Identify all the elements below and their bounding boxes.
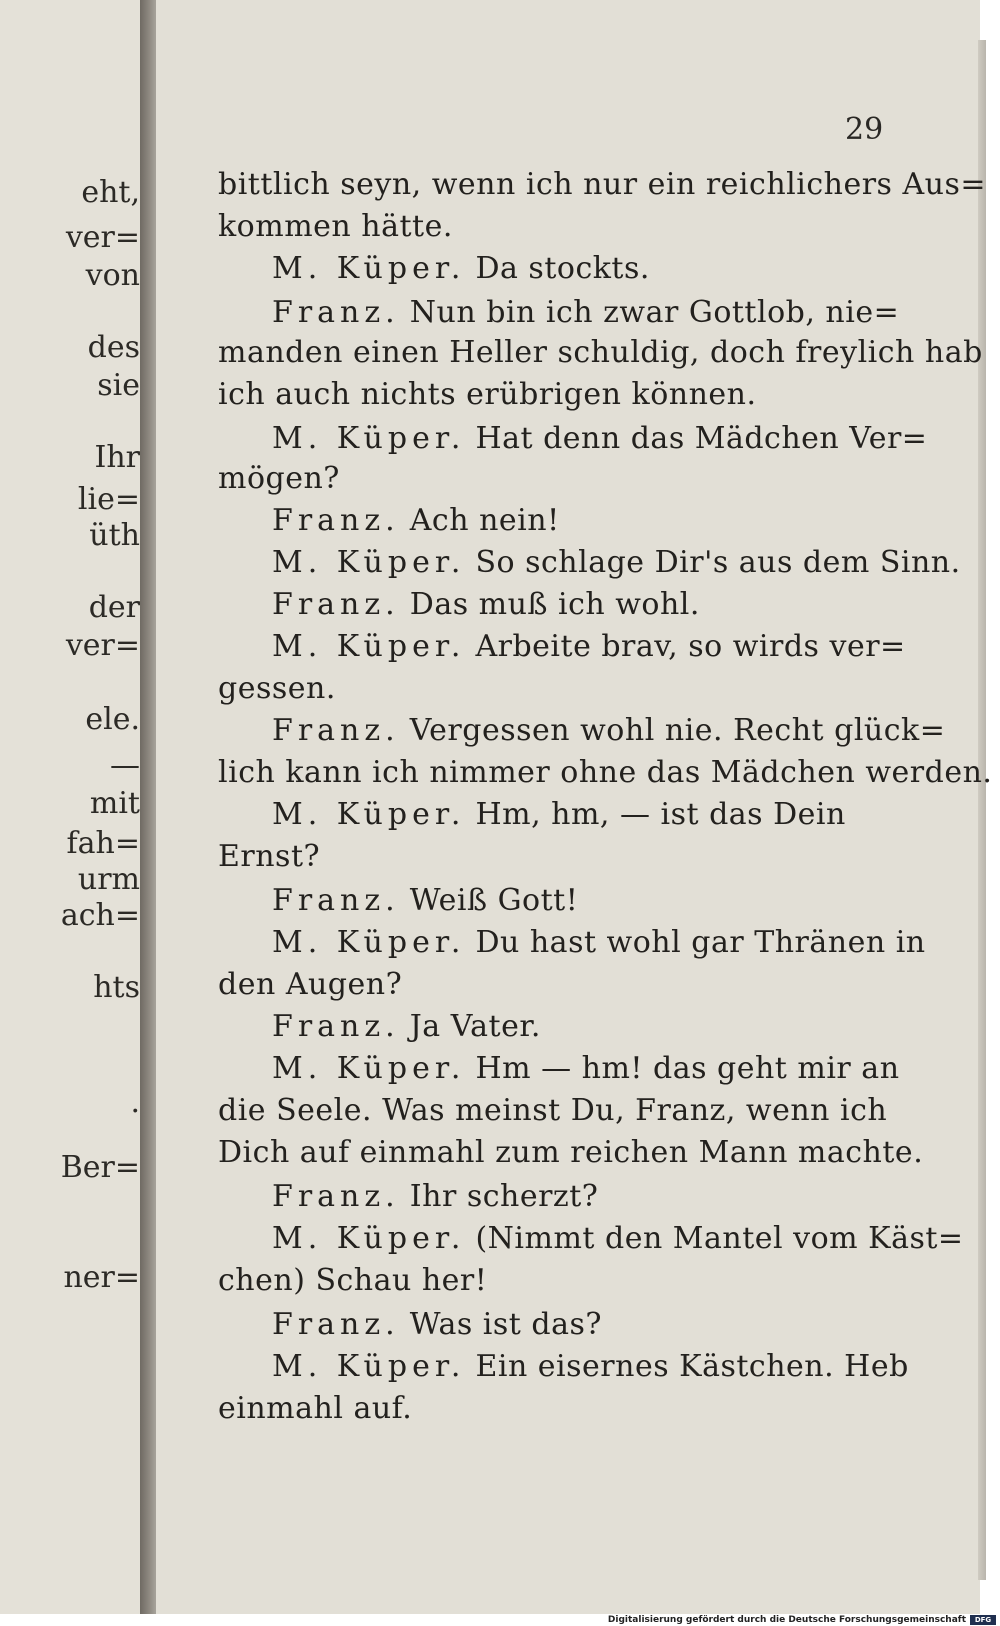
line-text: So schlage Dir's aus dem Sinn. — [475, 545, 961, 580]
line-text: Du hast wohl gar Thränen in — [475, 925, 926, 960]
text-line — [272, 1010, 541, 1044]
line-text: einmahl auf. — [218, 1391, 413, 1426]
text-line — [272, 630, 906, 664]
left-page-fragment: ele. — [85, 702, 140, 737]
text-line — [218, 336, 983, 370]
text-line — [218, 756, 992, 790]
text-line — [272, 884, 578, 918]
speaker-name: Franz. — [272, 883, 400, 918]
page-edge — [978, 40, 986, 1580]
text-line — [272, 252, 650, 286]
left-page-fragment: üth — [89, 518, 140, 553]
left-page-fragment: sie — [97, 368, 140, 403]
text-line — [272, 504, 560, 538]
text-line — [272, 588, 700, 622]
left-page-fragment: . — [130, 1085, 140, 1120]
line-text: bittlich seyn, wenn ich nur ein reichlichers Aus= — [218, 167, 987, 202]
text-line — [218, 1392, 412, 1426]
speaker-name: M. Küper. — [272, 1051, 466, 1086]
left-page-fragment: — — [110, 748, 140, 783]
line-text: Ja Vater. — [409, 1009, 541, 1044]
line-text: (Nimmt den Mantel vom Käst= — [475, 1221, 964, 1256]
line-text: Weiß Gott! — [409, 883, 579, 918]
left-page-fragment: von — [85, 258, 140, 293]
line-text: ich auch nichts erübrigen können. — [218, 377, 757, 412]
speaker-name: M. Küper. — [272, 545, 466, 580]
line-text: Arbeite brav, so wirds ver= — [475, 629, 906, 664]
text-line — [218, 672, 336, 706]
left-page-fragment: ver= — [65, 628, 140, 663]
line-text: chen) Schau her! — [218, 1263, 488, 1298]
line-text: Ach nein! — [409, 503, 560, 538]
line-text: Ernst? — [218, 839, 321, 874]
book-gutter — [140, 0, 156, 1614]
funding-credit: Digitalisierung gefördert durch die Deutsche Forschungsgemeinschaft — [607, 1615, 966, 1625]
text-line — [218, 840, 320, 874]
speaker-name: Franz. — [272, 1307, 400, 1342]
text-line — [272, 714, 945, 748]
left-page-fragment: des — [87, 330, 140, 365]
left-page-fragment: eht, — [81, 175, 140, 210]
text-line — [272, 798, 846, 832]
text-line — [272, 1180, 598, 1214]
text-line — [218, 462, 340, 496]
left-page-fragment: lie= — [77, 482, 140, 517]
left-page-fragment: Ihr — [94, 440, 140, 475]
text-line — [272, 1350, 909, 1384]
text-line — [218, 1264, 487, 1298]
speaker-name: Franz. — [272, 587, 400, 622]
left-page-fragment: fah= — [66, 826, 140, 861]
left-page-fragment: hts — [93, 970, 140, 1005]
line-text: Ihr scherzt? — [409, 1179, 599, 1214]
text-line — [218, 210, 453, 244]
speaker-name: M. Küper. — [272, 421, 466, 456]
text-line — [218, 1136, 923, 1170]
line-text: den Augen? — [218, 967, 403, 1002]
text-line — [272, 1308, 602, 1342]
speaker-name: M. Küper. — [272, 797, 466, 832]
line-text: gessen. — [218, 671, 336, 706]
left-page — [0, 0, 140, 1614]
text-line — [272, 926, 926, 960]
speaker-name: M. Küper. — [272, 251, 466, 286]
text-line — [218, 1094, 887, 1128]
text-line — [218, 968, 402, 1002]
line-text: die Seele. Was meinst Du, Franz, wenn ich — [218, 1093, 888, 1128]
line-text: Das muß ich wohl. — [409, 587, 700, 622]
speaker-name: M. Küper. — [272, 629, 466, 664]
left-page-fragment: ner= — [63, 1260, 140, 1295]
text-line — [272, 296, 899, 330]
left-page-fragment: ach= — [60, 898, 140, 933]
line-text: Hm — hm! das geht mir an — [475, 1051, 900, 1086]
text-line — [272, 1052, 900, 1086]
left-page-fragment: Ber= — [60, 1150, 140, 1185]
line-text: Hm, hm, — ist das Dein — [475, 797, 846, 832]
line-text: mögen? — [218, 461, 340, 496]
dfg-logo: DFG — [970, 1615, 996, 1625]
left-page-fragment: mit — [89, 786, 140, 821]
speaker-name: Franz. — [272, 503, 400, 538]
line-text: Was ist das? — [409, 1307, 602, 1342]
page-number: 29 — [845, 112, 884, 147]
line-text: Ein eisernes Kästchen. Heb — [475, 1349, 909, 1384]
line-text: lich kann ich nimmer ohne das Mädchen werden. — [218, 755, 993, 790]
speaker-name: Franz. — [272, 1009, 400, 1044]
line-text: Da stockts. — [475, 251, 650, 286]
line-text: kommen hätte. — [218, 209, 453, 244]
left-page-fragment: urm — [77, 862, 140, 897]
speaker-name: Franz. — [272, 713, 400, 748]
speaker-name: M. Küper. — [272, 1349, 466, 1384]
text-line — [272, 422, 927, 456]
line-text: Nun bin ich zwar Gottlob, nie= — [409, 295, 900, 330]
left-page-fragment: der — [88, 590, 140, 625]
speaker-name: Franz. — [272, 295, 400, 330]
text-line — [272, 1222, 964, 1256]
line-text: manden einen Heller schuldig, doch freylich hab — [218, 335, 983, 370]
left-page-fragment: ver= — [65, 220, 140, 255]
text-line — [218, 168, 986, 202]
line-text: Dich auf einmahl zum reichen Mann machte. — [218, 1135, 924, 1170]
speaker-name: M. Küper. — [272, 925, 466, 960]
line-text: Hat denn das Mädchen Ver= — [475, 421, 928, 456]
speaker-name: M. Küper. — [272, 1221, 466, 1256]
speaker-name: Franz. — [272, 1179, 400, 1214]
text-line — [218, 378, 757, 412]
text-line — [272, 546, 961, 580]
footer-bar — [0, 1614, 1000, 1626]
line-text: Vergessen wohl nie. Recht glück= — [409, 713, 946, 748]
